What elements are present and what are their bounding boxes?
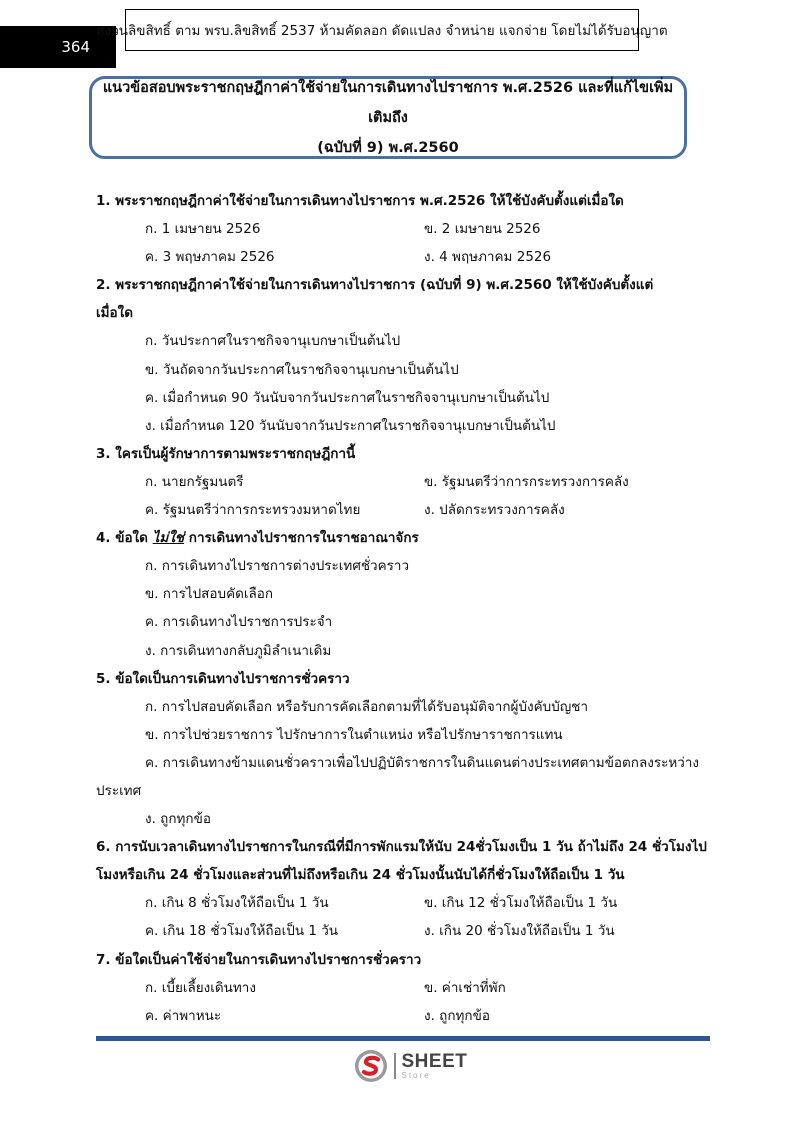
q1-option-b: ข. 2 เมษายน 2526 — [424, 221, 541, 238]
question-6-line-2: โมงหรือเกิน 24 ชั่วโมงและส่วนที่ไม่ถึงหรือเกิน 24 ชั่วโมงนั้นนับได้กี่ชั่วโมงให้ถือเป็น 1 วัน — [96, 867, 625, 884]
q1-option-d: ง. 4 พฤษภาคม 2526 — [424, 249, 552, 266]
q5-option-d: ง. ถูกทุกข้อ — [145, 811, 211, 828]
sheet-store-logo — [354, 1049, 467, 1083]
copyright-notice-box — [96, 9, 668, 51]
question-3: 3. ใครเป็นผู้รักษาการตามพระราชกฤษฎีกานี้ — [96, 445, 356, 462]
q7-option-c: ค. ค่าพาหนะ — [145, 1007, 222, 1024]
question-7-options-row-2 — [96, 1002, 696, 1030]
footer-divider — [96, 1036, 710, 1041]
question-1-options-row-2 — [96, 243, 696, 271]
question-4 — [96, 524, 696, 552]
question-4-suffix: การเดินทางไปราชการในราชอาณาจักร — [184, 530, 419, 547]
q3-option-a: ก. นายกรัฐมนตรี — [145, 473, 244, 490]
q1-option-a: ก. 1 เมษายน 2526 — [145, 221, 261, 238]
q4-option-b: ข. การไปสอบคัดเลือก — [145, 586, 274, 603]
q7-option-d: ง. ถูกทุกข้อ — [424, 1007, 490, 1024]
logo-separator — [394, 1053, 396, 1079]
title-line-1: แนวข้อสอบพระราชกฤษฎีกาค่าใช้จ่ายในการเดินทางไปราชการ พ.ศ.2526 และที่แก้ไขเพิ่มเติมถึง — [102, 79, 674, 126]
copyright-notice: สงวนลิขสิทธิ์ ตาม พรบ.ลิขสิทธิ์ 2537 ห้ามคัดลอก ดัดแปลง จำหน่าย แจกจ่าย โดยไม่ได้รับอนุญาต — [96, 23, 668, 39]
question-2-line-1: 2. พระราชกฤษฎีกาค่าใช้จ่ายในการเดินทางไปราชการ (ฉบับที่ 9) พ.ศ.2560 ให้ใช้บังคับตั้งแต่ — [96, 277, 654, 294]
q4-option-c: ค. การเดินทางไปราชการประจำ — [145, 614, 333, 631]
question-7-options-row-1 — [96, 974, 696, 1002]
title-line-2: (ฉบับที่ 9) พ.ศ.2560 — [317, 139, 459, 156]
question-4-emphasis: ไม่ใช่ — [152, 530, 185, 547]
q5-option-b: ข. การไปช่วยราชการ ไปรักษาการในตำแหน่ง หรือไปรักษาราชการแทน — [145, 726, 563, 743]
q2-option-d: ง. เมื่อกำหนด 120 วันนับจากวันประกาศในราชกิจจานุเบกษาเป็นต้นไป — [145, 417, 556, 434]
q3-option-d: ง. ปลัดกระทรวงการคลัง — [424, 502, 565, 519]
q2-option-a: ก. วันประกาศในราชกิจจานุเบกษาเป็นต้นไป — [145, 333, 401, 350]
question-6-options-row-2 — [96, 917, 696, 945]
question-3-options-row-1 — [96, 468, 696, 496]
page-number: 364 — [61, 38, 90, 56]
q7-option-b: ข. ค่าเช่าที่พัก — [424, 979, 506, 996]
q3-option-c: ค. รัฐมนตรีว่าการกระทรวงมหาดไทย — [145, 502, 361, 519]
question-1: 1. พระราชกฤษฎีกาค่าใช้จ่ายในการเดินทางไปราชการ พ.ศ.2526 ให้ใช้บังคับตั้งแต่เมื่อใด — [96, 193, 624, 209]
q4-option-a: ก. การเดินทางไปราชการต่างประเทศชั่วคราว — [145, 558, 410, 575]
q4-option-d: ง. การเดินทางกลับภูมิลำเนาเดิม — [145, 642, 332, 659]
q7-option-a: ก. เบี้ยเลี้ยงเดินทาง — [145, 979, 256, 996]
question-2-line-2: เมื่อใด — [96, 305, 133, 322]
question-7: 7. ข้อใดเป็นค่าใช้จ่ายในการเดินทางไปราชการชั่วคราว — [96, 951, 422, 968]
question-6-options-row-1 — [96, 889, 696, 917]
question-4-prefix: 4. ข้อใด — [96, 530, 153, 547]
q5-option-a: ก. การไปสอบคัดเลือก หรือรับการคัดเลือกตามที่ได้รับอนุมัติจากผู้บังคับบัญชา — [145, 698, 589, 715]
q2-option-b: ข. วันถัดจากวันประกาศในราชกิจจานุเบกษาเป็นต้นไป — [145, 361, 459, 378]
q2-option-c: ค. เมื่อกำหนด 90 วันนับจากวันประกาศในราชกิจจานุเบกษาเป็นต้นไป — [145, 389, 550, 406]
document-title-box — [89, 76, 687, 159]
q6-option-d: ง. เกิน 20 ชั่วโมงให้ถือเป็น 1 วัน — [424, 923, 615, 940]
q5-option-c-line-1: ค. การเดินทางข้ามแดนชั่วคราวเพื่อไปปฏิบัติราชการในดินแดนต่างประเทศตามข้อตกลงระหว่าง — [145, 754, 699, 771]
q6-option-c: ค. เกิน 18 ชั่วโมงให้ถือเป็น 1 วัน — [145, 923, 339, 940]
q3-option-b: ข. รัฐมนตรีว่าการกระทรวงการคลัง — [424, 473, 629, 490]
logo-subtext: Store — [401, 1071, 431, 1080]
question-1-options-row-1 — [96, 215, 696, 243]
sheet-store-logo-icon — [354, 1049, 388, 1083]
question-5: 5. ข้อใดเป็นการเดินทางไปราชการชั่วคราว — [96, 670, 350, 687]
q5-option-c-line-2: ประเทศ — [96, 782, 142, 799]
logo-wordmark: SHEET — [401, 1051, 468, 1072]
q6-option-b: ข. เกิน 12 ชั่วโมงให้ถือเป็น 1 วัน — [424, 895, 618, 912]
question-3-options-row-2 — [96, 496, 696, 524]
question-6-line-1: 6. การนับเวลาเดินทางไปราชการในกรณีที่มีการพักแรมให้นับ 24ชั่วโมงเป็น 1 วัน ถ้าไม่ถึง 24 ชั่วโมงไป — [96, 839, 707, 856]
question-list — [96, 187, 707, 1030]
q6-option-a: ก. เกิน 8 ชั่วโมงให้ถือเป็น 1 วัน — [145, 895, 329, 912]
q1-option-c: ค. 3 พฤษภาคม 2526 — [145, 249, 275, 266]
